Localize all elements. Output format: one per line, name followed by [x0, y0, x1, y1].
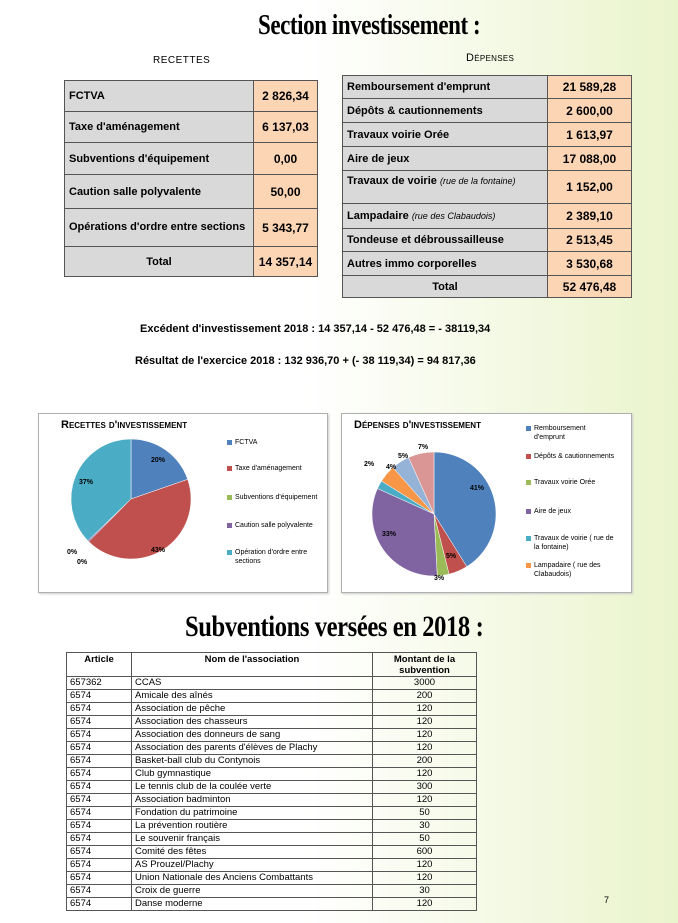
pie-data-label: 41% [470, 485, 485, 492]
cell-article: 6574 [67, 807, 132, 820]
table-row [67, 677, 477, 690]
legend-label: Subventions d'équipement [235, 494, 318, 501]
table-row [67, 716, 477, 729]
row-label: Dépôts & cautionnements [343, 99, 548, 123]
table-row [67, 781, 477, 794]
table-row [65, 143, 318, 175]
cell-amount: 200 [373, 690, 477, 703]
recettes-heading: RECETTES [153, 55, 211, 66]
row-value: 50,00 [254, 175, 318, 209]
row-label-text: Lampadaire [347, 210, 409, 222]
table-row [67, 729, 477, 742]
cell-article: 6574 [67, 794, 132, 807]
legend-entry [227, 548, 319, 566]
legend-entry [526, 534, 618, 552]
legend-label: Taxe d'aménagement [235, 465, 302, 472]
legend-label: Lampadaire ( rue des Clabaudois) [534, 562, 601, 578]
cell-name: Association de pêche [132, 703, 373, 716]
pie-data-label: 3% [434, 575, 445, 582]
cell-article: 6574 [67, 768, 132, 781]
cell-amount: 300 [373, 781, 477, 794]
cell-article: 6574 [67, 781, 132, 794]
row-label-text: Travaux de voirie [347, 175, 437, 187]
legend-swatch [526, 536, 531, 541]
row-label: FCTVA [65, 81, 254, 112]
depenses-heading: Dépenses [466, 52, 515, 64]
table-row [343, 123, 632, 147]
legend-swatch [227, 495, 232, 500]
cell-amount: 120 [373, 742, 477, 755]
cell-article: 6574 [67, 703, 132, 716]
table-row [67, 846, 477, 859]
page-number: 7 [604, 895, 610, 905]
table-row [67, 703, 477, 716]
row-value: 2 513,45 [548, 229, 632, 252]
cell-article: 6574 [67, 729, 132, 742]
cell-amount: 30 [373, 885, 477, 898]
table-row [67, 794, 477, 807]
table-row [65, 81, 318, 112]
table-row [343, 76, 632, 99]
cell-name: Comité des fêtes [132, 846, 373, 859]
legend-label: Remboursement d'emprunt [534, 425, 586, 441]
legend-label: Dépôts & cautionnements [534, 453, 615, 460]
col-header-name: Nom de l'association [132, 653, 373, 677]
recettes-chart [38, 413, 328, 593]
row-value: 2 826,34 [254, 81, 318, 112]
legend-entry [227, 464, 319, 473]
cell-name: AS Prouzel/Plachy [132, 859, 373, 872]
row-value: 2 600,00 [548, 99, 632, 123]
row-label: Travaux voirie Orée [343, 123, 548, 147]
legend-swatch [227, 440, 232, 445]
legend-label: Opération d'ordre entre sections [235, 549, 308, 565]
row-label: Tondeuse et débroussailleuse [343, 229, 548, 252]
row-value: 6 137,03 [254, 112, 318, 143]
total-row [343, 276, 632, 298]
table-row [343, 171, 632, 204]
chart-title: Dépenses d'investissement [354, 419, 481, 431]
cell-name: Association des chasseurs [132, 716, 373, 729]
table-row [67, 859, 477, 872]
row-label: Remboursement d'emprunt [343, 76, 548, 99]
legend-entry [227, 438, 319, 447]
pie-data-label: 0% [77, 559, 88, 566]
cell-amount: 50 [373, 807, 477, 820]
table-row [67, 807, 477, 820]
cell-article: 6574 [67, 885, 132, 898]
cell-amount: 120 [373, 768, 477, 781]
row-value: 17 088,00 [548, 147, 632, 171]
depenses-table [342, 75, 632, 298]
total-value: 14 357,14 [254, 247, 318, 277]
cell-article: 6574 [67, 742, 132, 755]
cell-name: La prévention routière [132, 820, 373, 833]
pie-data-label: 20% [151, 457, 166, 464]
cell-amount: 50 [373, 833, 477, 846]
legend-label: Aire de jeux [534, 508, 571, 515]
table-row [343, 229, 632, 252]
cell-name: Le tennis club de la coulée verte [132, 781, 373, 794]
cell-name: Club gymnastique [132, 768, 373, 781]
cell-amount: 120 [373, 794, 477, 807]
total-row [65, 247, 318, 277]
legend-label: Caution salle polyvalente [235, 522, 313, 529]
legend-label: Travaux voirie Orée [534, 479, 596, 486]
table-row [343, 147, 632, 171]
cell-name: Union Nationale des Anciens Combattants [132, 872, 373, 885]
row-label: Caution salle polyvalente [65, 175, 254, 209]
pie-data-label: 43% [151, 547, 166, 554]
section-title: Section investissement : [258, 10, 481, 41]
cell-name: Association des donneurs de sang [132, 729, 373, 742]
cell-amount: 120 [373, 729, 477, 742]
col-header-amount: Montant de la subvention [373, 653, 477, 677]
legend-label: Travaux de voirie ( rue de la fontaine) [534, 535, 614, 551]
row-value: 2 389,10 [548, 204, 632, 229]
row-note: (rue de la fontaine) [439, 176, 516, 186]
row-label: Autres immo corporelles [343, 252, 548, 276]
legend-swatch [526, 426, 531, 431]
cell-amount: 600 [373, 846, 477, 859]
legend-entry [227, 493, 319, 502]
cell-amount: 120 [373, 859, 477, 872]
legend-entry [526, 452, 618, 461]
table-row [67, 833, 477, 846]
table-row [343, 99, 632, 123]
table-row [67, 898, 477, 911]
cell-article: 6574 [67, 846, 132, 859]
subventions-table [66, 652, 477, 911]
cell-article: 6574 [67, 833, 132, 846]
legend-entry [526, 561, 618, 579]
cell-amount: 120 [373, 703, 477, 716]
resultat-line: Résultat de l'exercice 2018 : 132 936,70 + (- 38 119,34) = 94 817,36 [135, 355, 476, 367]
table-row [67, 820, 477, 833]
pie-data-label: 33% [382, 531, 397, 538]
cell-amount: 120 [373, 898, 477, 911]
cell-amount: 200 [373, 755, 477, 768]
table-row [67, 885, 477, 898]
table-row [65, 209, 318, 247]
cell-amount: 30 [373, 820, 477, 833]
pie-data-label: 2% [364, 461, 375, 468]
row-label: Opérations d'ordre entre sections [65, 209, 254, 247]
cell-name: Basket-ball club du Contynois [132, 755, 373, 768]
cell-article: 6574 [67, 859, 132, 872]
row-value: 1 613,97 [548, 123, 632, 147]
table-row [65, 112, 318, 143]
pie-data-label: 0% [67, 549, 78, 556]
cell-amount: 3000 [373, 677, 477, 690]
legend-entry [526, 424, 618, 442]
cell-name: Association des parents d'élèves de Plachy [132, 742, 373, 755]
cell-name: Croix de guerre [132, 885, 373, 898]
cell-name: Fondation du patrimoine [132, 807, 373, 820]
cell-article: 6574 [67, 690, 132, 703]
legend-swatch [526, 509, 531, 514]
legend-entry [526, 507, 618, 516]
pie-data-label: 5% [446, 553, 457, 560]
total-label: Total [65, 247, 254, 277]
cell-article: 6574 [67, 755, 132, 768]
row-label: Subventions d'équipement [65, 143, 254, 175]
cell-name: Association badminton [132, 794, 373, 807]
table-row [343, 204, 632, 229]
legend-swatch [227, 523, 232, 528]
legend-entry [526, 478, 618, 487]
row-value: 5 343,77 [254, 209, 318, 247]
cell-article: 6574 [67, 872, 132, 885]
pie-data-label: 37% [79, 479, 94, 486]
row-value: 3 530,68 [548, 252, 632, 276]
legend-entry [227, 521, 319, 530]
pie-data-label: 7% [418, 444, 429, 451]
cell-name: Amicale des aînés [132, 690, 373, 703]
row-label [343, 171, 548, 204]
row-label: Aire de jeux [343, 147, 548, 171]
legend-swatch [526, 563, 531, 568]
total-value: 52 476,48 [548, 276, 632, 298]
total-label: Total [343, 276, 548, 298]
pie-data-label: 4% [386, 464, 397, 471]
legend-label: FCTVA [235, 439, 258, 446]
table-header-row [67, 653, 477, 677]
row-value: 21 589,28 [548, 76, 632, 99]
table-row [67, 872, 477, 885]
cell-article: 6574 [67, 820, 132, 833]
row-label [343, 204, 548, 229]
cell-amount: 120 [373, 872, 477, 885]
row-value: 0,00 [254, 143, 318, 175]
table-row [65, 175, 318, 209]
table-row [67, 755, 477, 768]
legend-swatch [526, 454, 531, 459]
cell-article: 6574 [67, 898, 132, 911]
cell-amount: 120 [373, 716, 477, 729]
cell-name: Le souvenir français [132, 833, 373, 846]
recettes-table [64, 80, 318, 277]
legend-swatch [526, 480, 531, 485]
row-note: (rue des Clabaudois) [411, 211, 496, 221]
depenses-chart [341, 413, 632, 593]
legend-swatch [227, 466, 232, 471]
excedent-line: Excédent d'investissement 2018 : 14 357,14 - 52 476,48 = - 38119,34 [140, 323, 491, 335]
col-header-article: Article [67, 653, 132, 677]
row-label: Taxe d'aménagement [65, 112, 254, 143]
table-row [67, 690, 477, 703]
table-row [67, 742, 477, 755]
table-row [67, 768, 477, 781]
cell-article: 6574 [67, 716, 132, 729]
cell-article: 657362 [67, 677, 132, 690]
subventions-title: Subventions versées en 2018 : [185, 610, 484, 643]
cell-name: Danse moderne [132, 898, 373, 911]
pie-data-label: 5% [398, 453, 409, 460]
table-row [343, 252, 632, 276]
chart-title: Recettes d'investissement [61, 419, 188, 431]
row-value: 1 152,00 [548, 171, 632, 204]
cell-name: CCAS [132, 677, 373, 690]
legend-swatch [227, 550, 232, 555]
